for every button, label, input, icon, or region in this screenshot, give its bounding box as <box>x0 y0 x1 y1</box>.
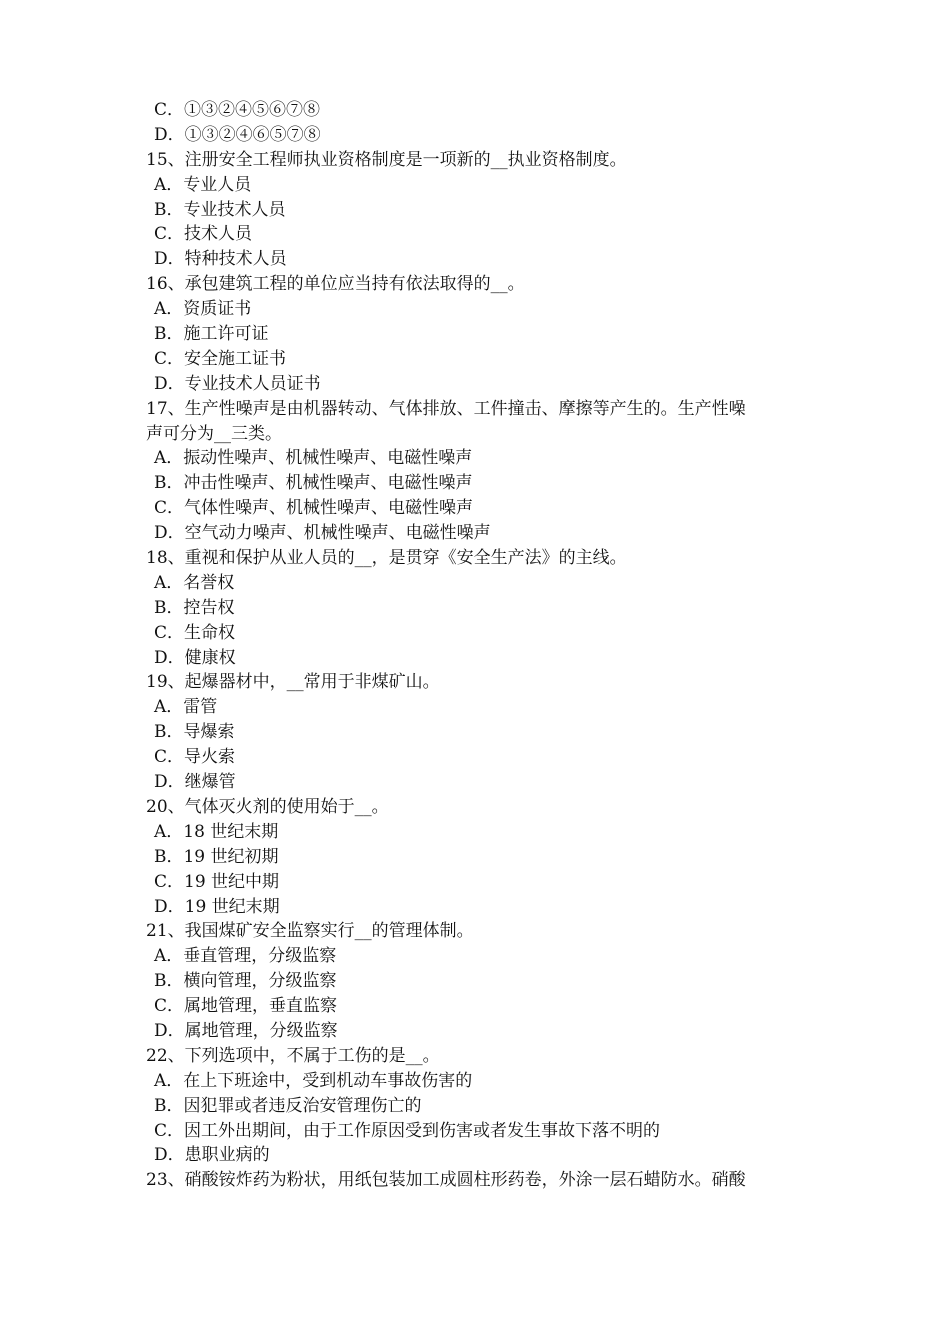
answer-option: D．继爆管 <box>154 772 236 793</box>
answer-option: D．专业技术人员证书 <box>154 373 321 394</box>
question-text: 18、重视和保护从业人员的__，是贯穿《安全生产法》的主线。 <box>146 548 627 569</box>
question-text: 22、下列选项中，不属于工伤的是__。 <box>146 1045 440 1066</box>
answer-option: B．横向管理，分级监察 <box>154 971 337 992</box>
question-text: 23、硝酸铵炸药为粉状，用纸包装加工成圆柱形药卷，外涂一层石蜡防水。硝酸 <box>146 1170 746 1191</box>
answer-option: B．控告权 <box>154 597 235 618</box>
answer-option: D．患职业病的 <box>154 1145 270 1166</box>
question-text: 17、生产性噪声是由机器转动、气体排放、工件撞击、摩擦等产生的。生产性噪 <box>146 398 746 419</box>
answer-option: A．专业人员 <box>154 174 252 195</box>
question-text-continued: 声可分为__三类。 <box>146 423 282 444</box>
answer-option: C．①③②④⑤⑥⑦⑧ <box>154 100 321 120</box>
question-text: 15、注册安全工程师执业资格制度是一项新的__执业资格制度。 <box>146 149 627 170</box>
question-text: 20、气体灭火剂的使用始于__。 <box>146 796 389 817</box>
answer-option: C．因工外出期间，由于工作原因受到伤害或者发生事故下落不明的 <box>154 1120 661 1141</box>
question-text: 19、起爆器材中，__常用于非煤矿山。 <box>146 672 440 693</box>
question-text: 21、我国煤矿安全监察实行__的管理体制。 <box>146 921 474 942</box>
answer-option: A．资质证书 <box>154 299 252 320</box>
answer-option: A．雷管 <box>154 697 218 718</box>
answer-option: D．属地管理，分级监察 <box>154 1020 338 1041</box>
answer-option: C．属地管理，垂直监察 <box>154 996 338 1017</box>
answer-option: C．安全施工证书 <box>154 348 287 369</box>
answer-option: D．19 世纪末期 <box>154 896 280 917</box>
answer-option: A．18 世纪末期 <box>154 821 279 842</box>
answer-option: B．因犯罪或者违反治安管理伤亡的 <box>154 1095 422 1116</box>
answer-option: C．气体性噪声、机械性噪声、电磁性噪声 <box>154 498 474 519</box>
answer-option: A．垂直管理，分级监察 <box>154 946 337 967</box>
answer-option: D．①③②④⑥⑤⑦⑧ <box>154 124 321 145</box>
question-text: 16、承包建筑工程的单位应当持有依法取得的__。 <box>146 274 525 295</box>
answer-option: A．振动性噪声、机械性噪声、电磁性噪声 <box>154 448 473 469</box>
answer-option: D．空气动力噪声、机械性噪声、电磁性噪声 <box>154 523 491 544</box>
answer-option: B．冲击性噪声、机械性噪声、电磁性噪声 <box>154 473 473 494</box>
answer-option: A．在上下班途中，受到机动车事故伤害的 <box>154 1070 473 1091</box>
answer-option: C．导火索 <box>154 747 236 768</box>
answer-option: B．专业技术人员 <box>154 199 286 220</box>
answer-option: A．名誉权 <box>154 572 235 593</box>
answer-option: D．健康权 <box>154 647 236 668</box>
answer-option: D．特种技术人员 <box>154 249 287 270</box>
answer-option: B．19 世纪初期 <box>154 846 279 867</box>
answer-option: B．导爆索 <box>154 722 235 743</box>
answer-option: C．生命权 <box>154 622 236 643</box>
answer-option: B．施工许可证 <box>154 324 269 345</box>
document-body <box>146 98 826 1193</box>
answer-option: C．技术人员 <box>154 224 253 245</box>
answer-option: C．19 世纪中期 <box>154 871 280 892</box>
